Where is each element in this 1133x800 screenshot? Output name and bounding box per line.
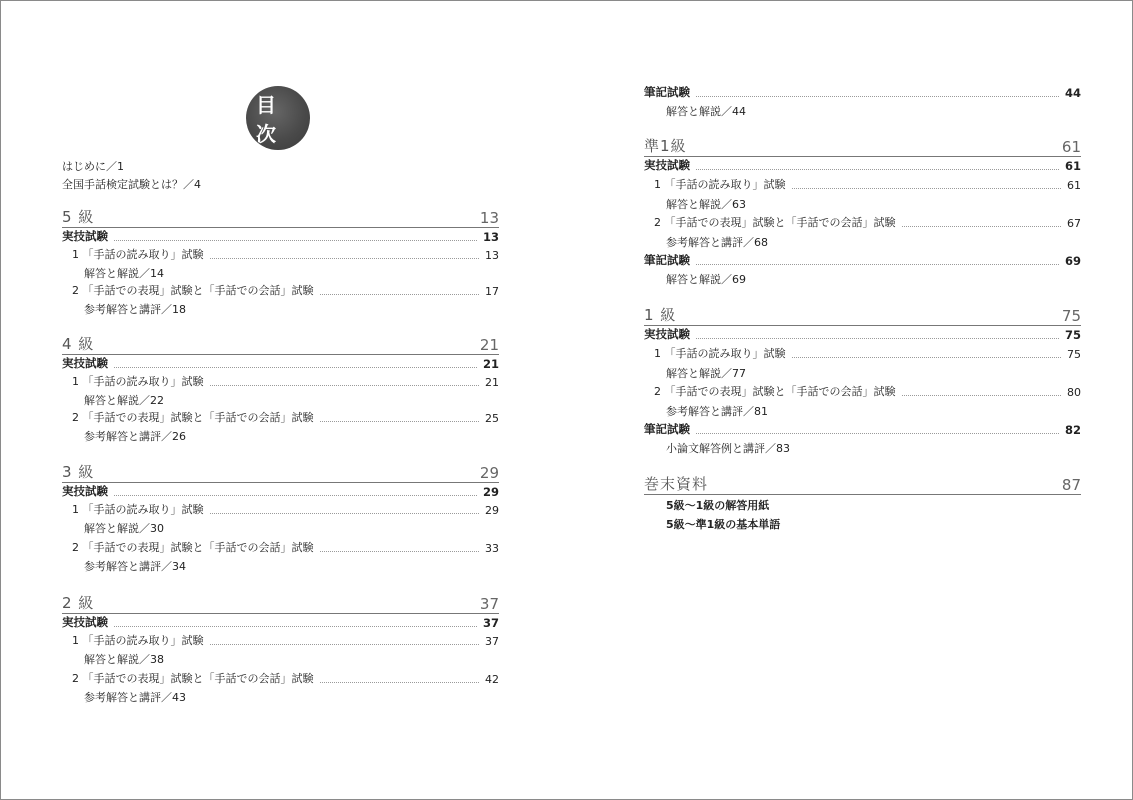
toc-entry	[644, 176, 1081, 192]
entry-label: 2 「手話での表現」試験と「手話での会話」試験	[72, 284, 314, 297]
leader-dots	[320, 421, 480, 422]
toc-subentry: 解答と解説／77	[666, 367, 746, 380]
toc-subentry: 解答と解説／30	[84, 522, 164, 535]
leader-dots	[792, 188, 1062, 189]
toc-entry	[62, 409, 499, 425]
toc-entry-practical	[644, 157, 1081, 173]
entry-page: 17	[485, 285, 499, 298]
toc-subentry: 5級～準1級の基本単語	[666, 518, 781, 531]
toc-entry	[644, 383, 1081, 399]
entry-label: 実技試験	[62, 484, 108, 498]
toc-subentry: 小論文解答例と講評／83	[666, 442, 790, 455]
entry-label: 2 「手話での表現」試験と「手話での会話」試験	[654, 216, 896, 229]
section-header	[62, 594, 499, 614]
section-header	[644, 137, 1081, 157]
toc-entry-written	[644, 84, 1081, 100]
leader-dots	[902, 395, 1062, 396]
entry-label: 2 「手話での表現」試験と「手話での会話」試験	[72, 411, 314, 424]
toc-subentry: 参考解答と講評／68	[666, 236, 768, 249]
section-header	[62, 463, 499, 483]
section-page: 87	[1061, 476, 1081, 494]
toc-entry	[62, 282, 499, 298]
leader-dots	[696, 264, 1059, 265]
entry-page: 37	[485, 635, 499, 648]
leader-dots	[792, 357, 1062, 358]
leader-dots	[210, 258, 480, 259]
toc-entry	[644, 345, 1081, 361]
entry-page: 44	[1064, 86, 1081, 100]
toc-subentry: 5級～1級の解答用紙	[666, 499, 770, 512]
toc-subentry: 参考解答と講評／34	[84, 560, 186, 573]
entry-label: 筆記試験	[644, 253, 690, 267]
entry-page: 13	[482, 230, 499, 244]
entry-label: 2 「手話での表現」試験と「手話での会話」試験	[72, 541, 314, 554]
toc-entry	[62, 632, 499, 648]
section-title: 3 級	[62, 463, 95, 481]
section-header	[644, 306, 1081, 326]
toc-badge: 目 次	[246, 86, 310, 150]
entry-label: 1 「手話の読み取り」試験	[72, 375, 204, 388]
toc-subentry: 参考解答と講評／26	[84, 430, 186, 443]
leader-dots	[320, 551, 480, 552]
toc-subentry: 参考解答と講評／43	[84, 691, 186, 704]
toc-entry	[62, 373, 499, 389]
toc-subentry: 解答と解説／63	[666, 198, 746, 211]
toc-entry	[62, 246, 499, 262]
entry-page: 13	[485, 249, 499, 262]
toc-entry	[644, 214, 1081, 230]
entry-label: 1 「手話の読み取り」試験	[72, 248, 204, 261]
intro-item: 全国手話検定試験とは？／4	[62, 178, 201, 191]
section-page: 75	[1061, 307, 1081, 325]
entry-label: 1 「手話の読み取り」試験	[72, 634, 204, 647]
leader-dots	[320, 294, 480, 295]
section-title: 巻末資料	[644, 475, 709, 493]
entry-page: 33	[485, 542, 499, 555]
section-header	[62, 335, 499, 355]
leader-dots	[696, 338, 1059, 339]
leader-dots	[114, 626, 477, 627]
section-title: 2 級	[62, 594, 95, 612]
toc-entry-written	[644, 252, 1081, 268]
toc-subentry: 解答と解説／44	[666, 105, 746, 118]
entry-label: 2 「手話での表現」試験と「手話での会話」試験	[654, 385, 896, 398]
entry-label: 筆記試験	[644, 422, 690, 436]
section-title: 4 級	[62, 335, 95, 353]
toc-entry	[62, 539, 499, 555]
entry-page: 75	[1064, 328, 1081, 342]
toc-subentry: 参考解答と講評／18	[84, 303, 186, 316]
section-title: 準1級	[644, 137, 687, 155]
toc-entry-practical	[62, 355, 499, 371]
entry-page: 29	[482, 485, 499, 499]
section-title: 1 級	[644, 306, 677, 324]
toc-entry-practical	[62, 228, 499, 244]
section-header	[644, 475, 1081, 495]
section-page: 29	[479, 464, 499, 482]
leader-dots	[210, 385, 480, 386]
leader-dots	[114, 367, 477, 368]
section-page: 13	[479, 209, 499, 227]
entry-label: 実技試験	[644, 158, 690, 172]
leader-dots	[902, 226, 1062, 227]
entry-page: 21	[485, 376, 499, 389]
entry-page: 21	[482, 357, 499, 371]
toc-subentry: 解答と解説／69	[666, 273, 746, 286]
entry-label: 実技試験	[62, 615, 108, 629]
toc-subentry: 参考解答と講評／81	[666, 405, 768, 418]
leader-dots	[320, 682, 480, 683]
entry-page: 37	[482, 616, 499, 630]
leader-dots	[210, 644, 480, 645]
intro-item: はじめに／1	[62, 160, 124, 173]
toc-entry-written	[644, 421, 1081, 437]
entry-label: 実技試験	[62, 356, 108, 370]
leader-dots	[696, 96, 1059, 97]
entry-page: 61	[1064, 159, 1081, 173]
toc-entry-practical	[644, 326, 1081, 342]
toc-subentry: 解答と解説／22	[84, 394, 164, 407]
toc-subentry: 解答と解説／38	[84, 653, 164, 666]
section-page: 21	[479, 336, 499, 354]
entry-page: 75	[1067, 348, 1081, 361]
section-header	[62, 208, 499, 228]
entry-page: 61	[1067, 179, 1081, 192]
leader-dots	[114, 240, 477, 241]
entry-label: 2 「手話での表現」試験と「手話での会話」試験	[72, 672, 314, 685]
section-page: 61	[1061, 138, 1081, 156]
toc-entry	[62, 501, 499, 517]
entry-label: 1 「手話の読み取り」試験	[72, 503, 204, 516]
entry-page: 82	[1064, 423, 1081, 437]
leader-dots	[696, 169, 1059, 170]
entry-page: 67	[1067, 217, 1081, 230]
entry-label: 1 「手話の読み取り」試験	[654, 347, 786, 360]
toc-entry	[62, 670, 499, 686]
entry-label: 実技試験	[644, 327, 690, 341]
toc-subentry: 解答と解説／14	[84, 267, 164, 280]
entry-page: 25	[485, 412, 499, 425]
entry-page: 69	[1064, 254, 1081, 268]
entry-label: 1 「手話の読み取り」試験	[654, 178, 786, 191]
leader-dots	[696, 433, 1059, 434]
section-title: 5 級	[62, 208, 95, 226]
entry-page: 42	[485, 673, 499, 686]
section-page: 37	[479, 595, 499, 613]
toc-entry-practical	[62, 614, 499, 630]
entry-page: 80	[1067, 386, 1081, 399]
leader-dots	[114, 495, 477, 496]
toc-entry-practical	[62, 483, 499, 499]
entry-label: 筆記試験	[644, 85, 690, 99]
entry-page: 29	[485, 504, 499, 517]
leader-dots	[210, 513, 480, 514]
entry-label: 実技試験	[62, 229, 108, 243]
